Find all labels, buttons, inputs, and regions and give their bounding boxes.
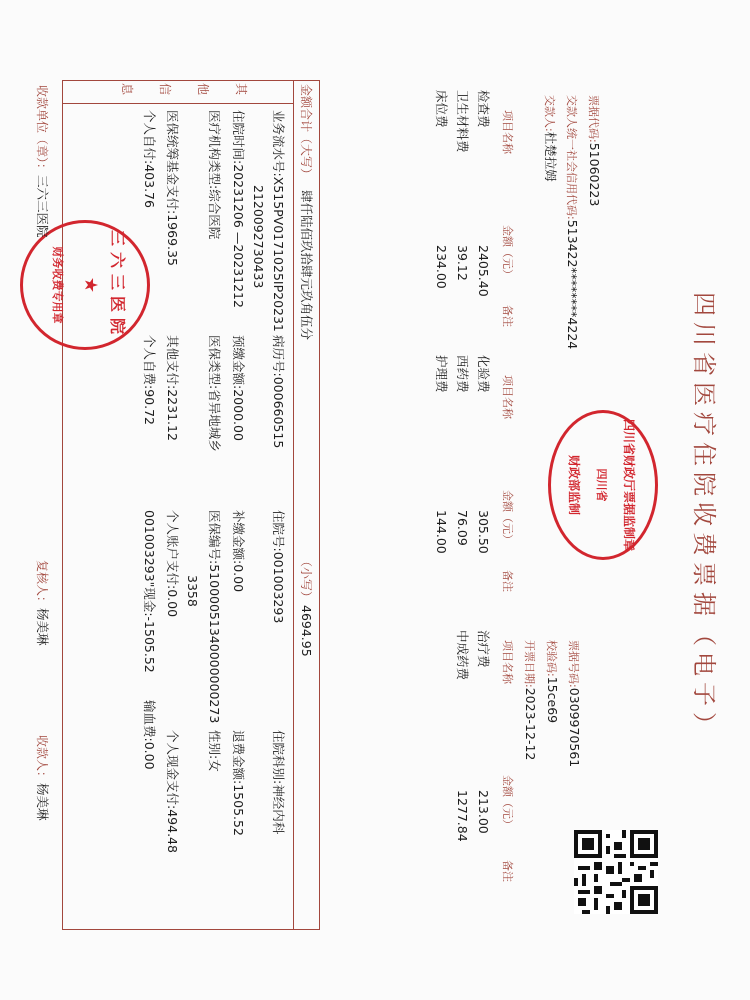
record-number — [272, 335, 285, 448]
finance-seal-top: 四川省财政厅票据监制章 — [622, 418, 636, 551]
item-name: 护理费 — [434, 355, 449, 393]
prepaid — [232, 335, 245, 441]
bill-number-value: 0309970561 — [567, 687, 582, 768]
item-amount: 305.50 — [476, 510, 491, 554]
total-label: 金额合计（大写） — [299, 84, 313, 181]
self-expense-value: 90.72 — [142, 389, 157, 426]
star-icon: ★ — [80, 276, 101, 294]
payee-value: 杨美琳 — [35, 783, 50, 821]
unit-label: 收款单位（章）： — [35, 85, 49, 176]
payer-label: 交款人: — [543, 95, 556, 132]
payee-unit — [36, 85, 49, 238]
payer-credit-label: 交款人统一社会信用代码: — [565, 95, 578, 220]
col3-note-header: 备注 — [501, 860, 514, 882]
reviewer-label: 复核人： — [35, 560, 49, 609]
item-amount: 39.12 — [455, 245, 470, 281]
org-type-value: 综合医院 — [207, 189, 222, 240]
fund-payment — [166, 110, 179, 266]
period-value: 20231206 —20231212 — [231, 164, 246, 308]
insurance-no-value: 51000051340000000273 — [207, 564, 222, 724]
cash-line: 001003293"现金:-1505.52 — [142, 510, 157, 673]
supplement-label: 补缴金额: — [231, 510, 246, 565]
serial-number-cont: 2120092730433 — [251, 185, 266, 289]
refund-value: 1505.52 — [231, 784, 246, 836]
hospital-seal-band: 财务收费专用章 — [51, 246, 64, 324]
stay-period — [232, 110, 245, 308]
supplement-value: 0.00 — [231, 564, 246, 593]
hospital-seal-ring: 三六三医院 — [108, 229, 127, 340]
blood-value: 0.00 — [142, 741, 157, 770]
payer-credit-value: 513422********4224 — [565, 219, 580, 350]
col1-note-header: 备注 — [501, 305, 514, 327]
fund-label: 医保统筹基金支付: — [165, 110, 180, 215]
col2-note-header: 备注 — [501, 570, 514, 592]
col2-amount-header: 金额（元） — [501, 490, 514, 545]
total-lower-label: （小写） — [299, 555, 313, 604]
refund-label: 退费金额: — [231, 730, 246, 785]
cash-payment — [166, 730, 179, 853]
serial-value: X515PV0171025IP20231 — [271, 176, 286, 332]
issue-date — [524, 640, 537, 760]
gender-label: 性别: — [207, 730, 222, 760]
col1-item-header: 项目名称 — [501, 110, 514, 154]
bill-code-label: 票据代码: — [587, 95, 600, 143]
item-name: 中成药费 — [455, 630, 470, 681]
item-amount: 1277.84 — [455, 790, 470, 842]
item-name: 床位费 — [434, 90, 449, 128]
fund-value: 1969.35 — [165, 214, 180, 266]
receipt-title: 四川省医疗住院收费票据（电子） — [690, 292, 718, 742]
gender — [208, 730, 221, 772]
item-amount: 144.00 — [434, 510, 449, 554]
payer-credit-code — [566, 95, 579, 349]
col3-item-header: 项目名称 — [501, 640, 514, 684]
side-label-divider — [62, 103, 294, 104]
item-name: 治疗费 — [476, 630, 491, 668]
reviewer-value: 杨美琳 — [35, 608, 50, 646]
item-amount: 213.00 — [476, 790, 491, 834]
item-name: 化验费 — [476, 355, 491, 393]
col1-amount-header: 金额（元） — [501, 225, 514, 280]
total-divider — [293, 80, 294, 930]
self-expense — [143, 335, 156, 425]
check-code — [546, 640, 559, 723]
insurance-no-label: 医保编号: — [207, 510, 222, 565]
prepaid-label: 预缴金额: — [231, 335, 246, 390]
other-pay-label: 其他支付: — [165, 335, 180, 390]
bill-code — [588, 95, 601, 206]
total-lower-value: 4694.95 — [299, 605, 314, 657]
org-type-label: 医疗机构类型: — [207, 110, 222, 190]
col3-amount-header: 金额（元） — [501, 775, 514, 830]
refund — [232, 730, 245, 836]
payer — [544, 95, 557, 182]
check-code-label: 校验码: — [545, 640, 558, 677]
issue-date-value: 2023-12-12 — [523, 687, 538, 761]
col2-item-header: 项目名称 — [501, 375, 514, 419]
unit-value: 三六三医院 — [35, 175, 50, 238]
serial-number — [272, 110, 285, 332]
total-upper-value: 肆仟陆佰玖拾肆元玖角伍分 — [299, 190, 314, 341]
bill-number-label: 票据号码: — [567, 640, 580, 688]
department-label: 住院科别: — [271, 730, 286, 785]
finance-seal-bottom: 财政部监制 — [567, 454, 581, 515]
bill-number — [568, 640, 581, 767]
blood-label: 输血费: — [142, 700, 157, 742]
self-pay-label: 个人自付: — [142, 110, 157, 165]
inpatient-number — [272, 510, 285, 623]
insurance-number-cont: 3358 — [185, 575, 200, 607]
check-code-value: 15ce69 — [545, 676, 560, 724]
item-amount: 234.00 — [434, 245, 449, 289]
cash-pay-value: 494.48 — [165, 809, 180, 853]
insurance-number — [208, 510, 221, 723]
serial-label: 业务流水号: — [271, 110, 286, 177]
hospital-seal — [20, 220, 150, 350]
finance-seal — [548, 410, 658, 560]
insurance-type — [208, 335, 221, 452]
inpatient-no-label: 住院号: — [271, 510, 286, 552]
payee — [36, 735, 49, 821]
supplement — [232, 510, 245, 592]
payee-label: 收款人： — [35, 735, 49, 784]
self-expense-label: 个人自费: — [142, 335, 157, 390]
finance-seal-middle: 四川省 — [595, 468, 608, 502]
issue-date-label: 开票日期: — [523, 640, 536, 688]
department — [272, 730, 285, 834]
item-amount: 2405.40 — [476, 245, 491, 297]
item-name: 卫生材料费 — [455, 90, 470, 153]
inpatient-no-value: 001003293 — [271, 551, 286, 624]
cash-pay-label: 个人现金支付: — [165, 730, 180, 810]
item-name: 检查费 — [476, 90, 491, 128]
item-name: 西药费 — [455, 355, 470, 393]
item-amount: 76.09 — [455, 510, 470, 546]
department-value: 神经内科 — [271, 784, 286, 835]
record-label: 病历号: — [271, 335, 286, 377]
insurance-type-label: 医保类型: — [207, 335, 222, 390]
gender-value: 女 — [207, 759, 222, 772]
account-payment — [166, 510, 179, 617]
other-payment — [166, 335, 179, 441]
account-pay-value: 0.00 — [165, 589, 180, 618]
bill-code-value: 51060223 — [587, 142, 602, 207]
payer-value: 杜楚拉姆 — [543, 131, 558, 182]
account-pay-label: 个人账户支付: — [165, 510, 180, 590]
reviewer — [36, 560, 49, 646]
self-pay — [143, 110, 156, 208]
prepaid-value: 2000.00 — [231, 389, 246, 441]
blood-fee — [143, 700, 156, 770]
period-label: 住院时间: — [231, 110, 246, 165]
org-type — [208, 110, 221, 239]
other-info-label: 其他信息 — [120, 83, 248, 96]
qr-code — [574, 830, 658, 914]
record-value: 000660515 — [271, 376, 286, 449]
other-pay-value: 2231.12 — [165, 389, 180, 441]
self-pay-value: 403.76 — [142, 164, 157, 208]
insurance-type-value: 省异地城乡 — [207, 389, 222, 452]
